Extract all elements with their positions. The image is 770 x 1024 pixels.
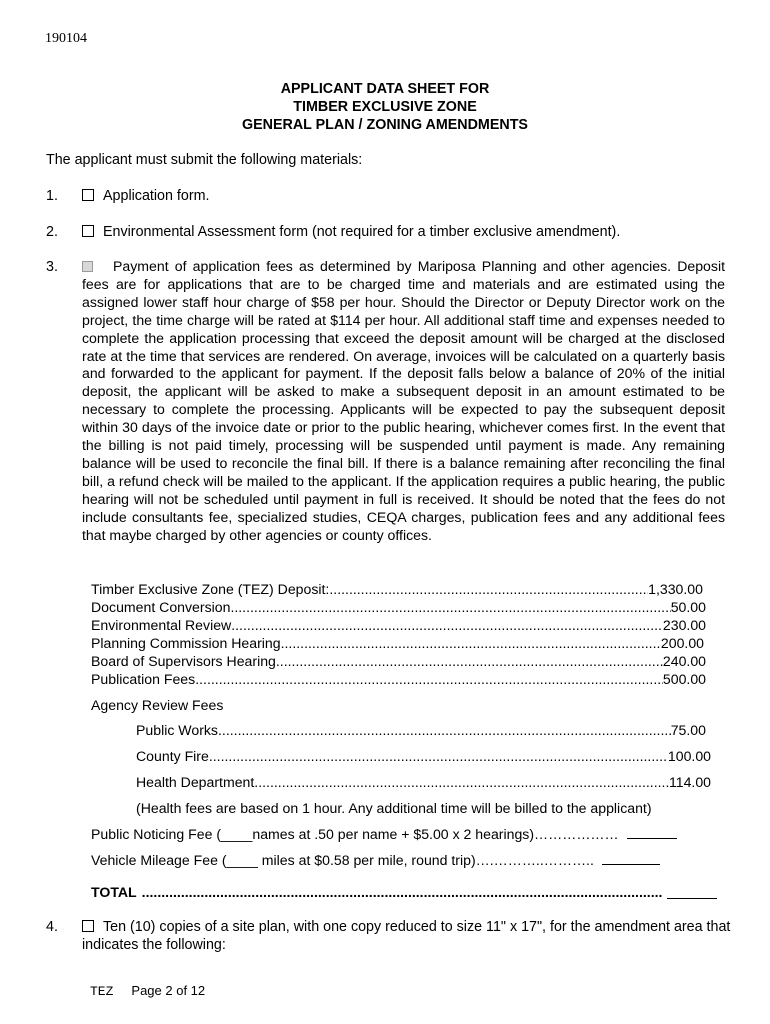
item-number: 3. (46, 259, 58, 275)
fee-label: Planning Commission Hearing (91, 635, 281, 651)
public-noticing-fee (91, 825, 677, 843)
fee-amount: 500.00 (662, 671, 706, 687)
intro-text: The applicant must submit the following materials: (46, 152, 363, 168)
total-label: TOTAL (91, 884, 137, 900)
title-line-3: GENERAL PLAN / ZONING AMENDMENTS (242, 117, 528, 133)
page-number: Page 2 of 12 (131, 983, 206, 998)
item-text: Application form. (103, 188, 210, 204)
fee-label: Publication Fees (91, 671, 196, 687)
item-number: 4. (46, 919, 58, 935)
checkbox-icon[interactable] (82, 920, 94, 932)
title-line-1: APPLICANT DATA SHEET FOR (280, 81, 490, 97)
fee-amount: 200.00 (660, 635, 704, 651)
dot-leader (230, 598, 670, 616)
fee-amount: 1,330.00 (648, 581, 703, 597)
fee-label: County Fire (136, 748, 209, 764)
item-number: 2. (46, 224, 58, 240)
vehicle-mileage-fee (91, 851, 660, 869)
item-number: 1. (46, 188, 58, 204)
item-text: Ten (10) copies of a site plan, with one copy reduced to size 11" x 17", for the amendment area that indicates the following: (82, 919, 731, 953)
fee-amount: 230.00 (662, 617, 706, 633)
fee-label: Environmental Review (91, 617, 232, 633)
page-title (0, 80, 770, 134)
checkbox-icon[interactable] (82, 225, 94, 237)
checkbox-icon[interactable] (82, 189, 94, 201)
item-text: Environmental Assessment form (not required for a timber exclusive amendment). (103, 224, 621, 240)
dot-leader (218, 721, 671, 739)
dot-leader (231, 616, 663, 634)
dot-leader (281, 634, 661, 652)
fee-label: Health Department (136, 774, 255, 790)
item-text: Payment of application fees as determined by Mariposa Planning and other agencies. Deposit fees are for applications that are to be charged time and materials and are estimated using the assigned lower staff hour charge of $58 per hour. Should the Director or Deputy Director work on the project, the time charge will be rated at $114 per hour. All additional staff time and expenses needed to complete the application processing that exceed the deposit amount will be charged at the disclosed rate at the time that services are rendered. On average, invoices will be calculated on a quarterly basis and forwarded to the applicant for payment. If the deposit falls below a balance of 20% of the initial deposit, the applicant will be asked to make a subsequent deposit in an amount estimated to be necessary to complete the processing. Applicants will be expected to pay the subsequent deposit within 30 days of the invoice date or prior to the public hearing, whichever comes first. In the event that the billing is not paid timely, processing will be suspended until payment is made. Any remaining balance will be used to reconcile the final bill. If there is a balance remaining after reconciling the final bill, a refund check will be mailed to the applicant. If the application requires a public hearing, the public hearing will not be scheduled until payment in full is received. It should be noted that the fees do not include consultants fee, specialized studies, CEQA charges, publication fees and any additional fees that maybe charged by other agencies or county offices. (82, 258, 725, 543)
fee-row-board-of-supervisors (91, 652, 706, 670)
fee-row-health-department (136, 773, 711, 791)
dot-leader (209, 747, 668, 765)
fee-label: Public Works (136, 722, 218, 738)
title-line-2: TIMBER EXCLUSIVE ZONE (293, 99, 477, 115)
total-row (91, 883, 663, 901)
document-id: 190104 (45, 31, 87, 46)
fee-label: Board of Supervisors Hearing (91, 653, 276, 669)
fee-row-publication (91, 670, 706, 688)
total-amount-blank[interactable] (667, 886, 717, 899)
fee-row-public-works (136, 721, 706, 739)
footer-tag: TEZ (90, 984, 114, 999)
agency-review-heading: Agency Review Fees (91, 697, 224, 713)
list-item-3-text (82, 258, 725, 545)
fee-amount: 75.00 (670, 722, 706, 738)
dot-leader (276, 652, 663, 670)
fee-row-planning-commission (91, 634, 704, 652)
checkbox-icon[interactable] (82, 261, 93, 272)
dot-leader (142, 883, 663, 901)
fee-label: Timber Exclusive Zone (TEZ) Deposit: (91, 581, 330, 597)
fee-label: Document Conversion (91, 599, 231, 615)
fee-row-environmental-review (91, 616, 706, 634)
fee-amount: 50.00 (670, 599, 706, 615)
dot-leader (254, 773, 669, 791)
amount-blank[interactable] (627, 826, 677, 839)
dot-leader (329, 580, 648, 598)
page-footer (90, 982, 205, 1001)
fee-label: Public Noticing Fee (____names at .50 per name + $5.00 x 2 hearings)……………… (91, 826, 619, 842)
fee-row-tez-deposit (91, 580, 703, 598)
fee-row-document-conversion (91, 598, 706, 616)
fee-label: Vehicle Mileage Fee (____ miles at $0.58 per mile, round trip)….………..……….. (91, 852, 594, 868)
dot-leader (195, 670, 663, 688)
fee-amount: 114.00 (668, 774, 711, 790)
amount-blank[interactable] (602, 852, 660, 865)
list-item-4-text (82, 918, 732, 954)
fee-amount: 100.00 (667, 748, 711, 764)
fee-amount: 240.00 (662, 653, 706, 669)
fee-row-county-fire (136, 747, 711, 765)
health-fee-note: (Health fees are based on 1 hour. Any additional time will be billed to the applicant) (136, 800, 652, 816)
